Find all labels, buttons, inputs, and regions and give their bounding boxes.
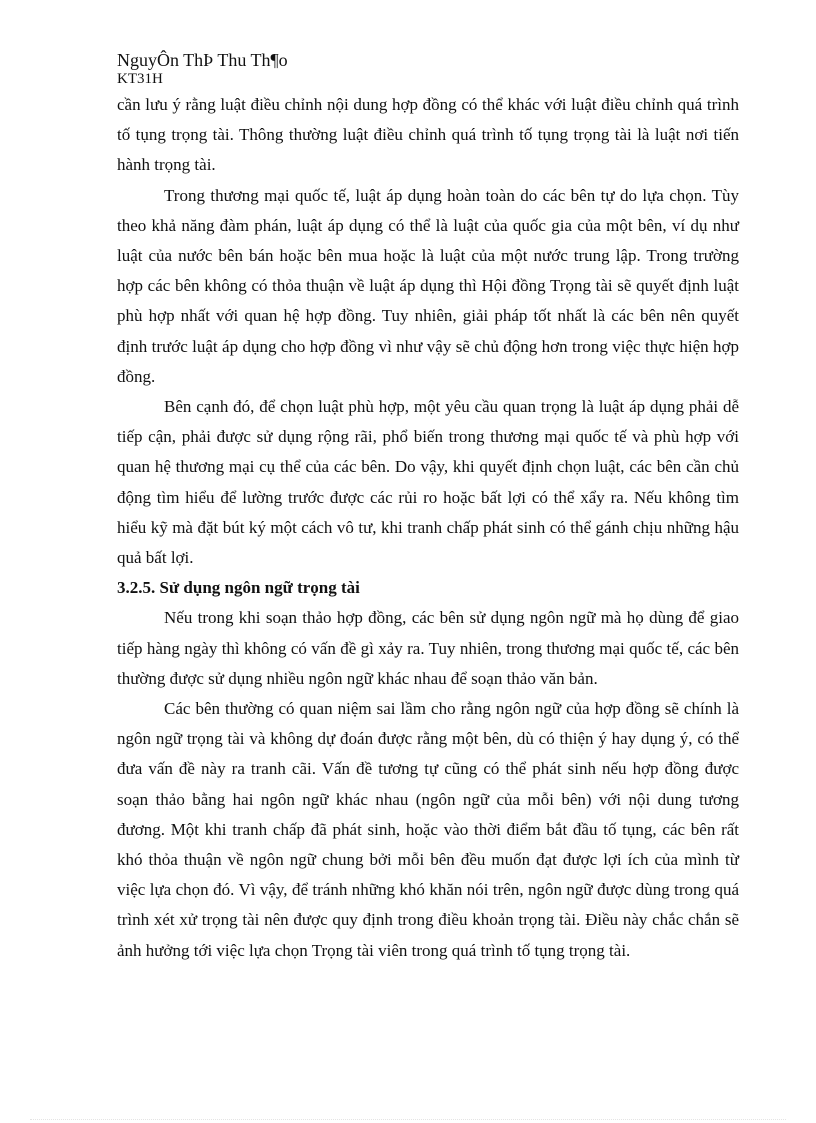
paragraph-2: Trong thương mại quốc tế, luật áp dụng hoàn toàn do các bên tự do lựa chọn. Tùy theo khả năng đàm phán, luật áp dụng có thể là luật của quốc gia của một bên, ví dụ như luật của nước bên bán hoặc bên mua hoặc là luật của một nước trung lập. Trong trường hợp các bên không có thỏa thuận về luật áp dụng thì Hội đồng Trọng tài sẽ quyết định luật phù hợp nhất với quan hệ hợp đồng. Tuy nhiên, giải pháp tốt nhất là các bên nên quyết định trước luật áp dụng cho hợp đồng vì như vậy sẽ chủ động hơn trong việc thực hiện hợp đồng.	[117, 185, 739, 386]
header-class-code: KT31H	[117, 71, 163, 87]
paragraph-5: Các bên thường có quan niệm sai lầm cho rằng ngôn ngữ của hợp đồng sẽ chính là ngôn ngữ trọng tài và không dự đoán được rằng một bên, dù có thiện ý hay dụng ý, có thể đưa vấn đề này ra tranh cãi. Vấn đề tương tự cũng có thể phát sinh nếu hợp đồng được soạn thảo bằng hai ngôn ngữ khác nhau (ngôn ngữ của mỗi bên) với nội dung tương đương. Một khi tranh chấp đã phát sinh, hoặc vào thời điểm bắt đầu tố tụng, các bên rất khó thỏa thuận về ngôn ngữ chung bởi mỗi bên đều muốn đạt được lợi ích của mình từ việc lựa chọn đó. Vì vậy, để tránh những khó khăn nói trên, ngôn ngữ được dùng trong quá trình xét xử trọng tài nên được quy định trong điều khoản trọng tài. Điều này chắc chắn sẽ ảnh hưởng tới việc lựa chọn Trọng tài viên trong quá trình tố tụng trọng tài.	[117, 699, 739, 960]
section-heading: 3.2.5. Sử dụng ngôn ngữ trọng tài	[117, 578, 360, 598]
paragraph-4: Nếu trong khi soạn thảo hợp đồng, các bên sử dụng ngôn ngữ mà họ dùng để giao tiếp hàng ngày thì không có vấn đề gì xảy ra. Tuy nhiên, trong thương mại quốc tế, các bên thường được sử dụng nhiều ngôn ngữ khác nhau để soạn thảo văn bản.	[117, 608, 739, 688]
page-bottom-divider	[30, 1119, 786, 1120]
paragraph-1: cần lưu ý rằng luật điều chỉnh nội dung hợp đồng có thể khác với luật điều chỉnh quá trình tố tụng trọng tài. Thông thường luật điều chỉnh quá trình tố tụng trọng tài là luật nơi tiến hành trọng tài.	[117, 95, 739, 175]
document-body	[117, 90, 739, 966]
paragraph-3: Bên cạnh đó, để chọn luật phù hợp, một yêu cầu quan trọng là luật áp dụng phải dễ tiếp cận, phải được sử dụng rộng rãi, phổ biến trong thương mại quốc tế và phù hợp với quan hệ thương mại cụ thể của các bên. Do vậy, khi quyết định chọn luật, các bên cần chủ động tìm hiểu để lường trước được các rủi ro hoặc bất lợi có thể xẩy ra. Nếu không tìm hiểu kỹ mà đặt bút ký một cách vô tư, khi tranh chấp phát sinh có thể gánh chịu những hậu quả bất lợi.	[117, 397, 739, 568]
header-author: NguyÔn ThÞ Thu Th¶o	[117, 50, 288, 70]
